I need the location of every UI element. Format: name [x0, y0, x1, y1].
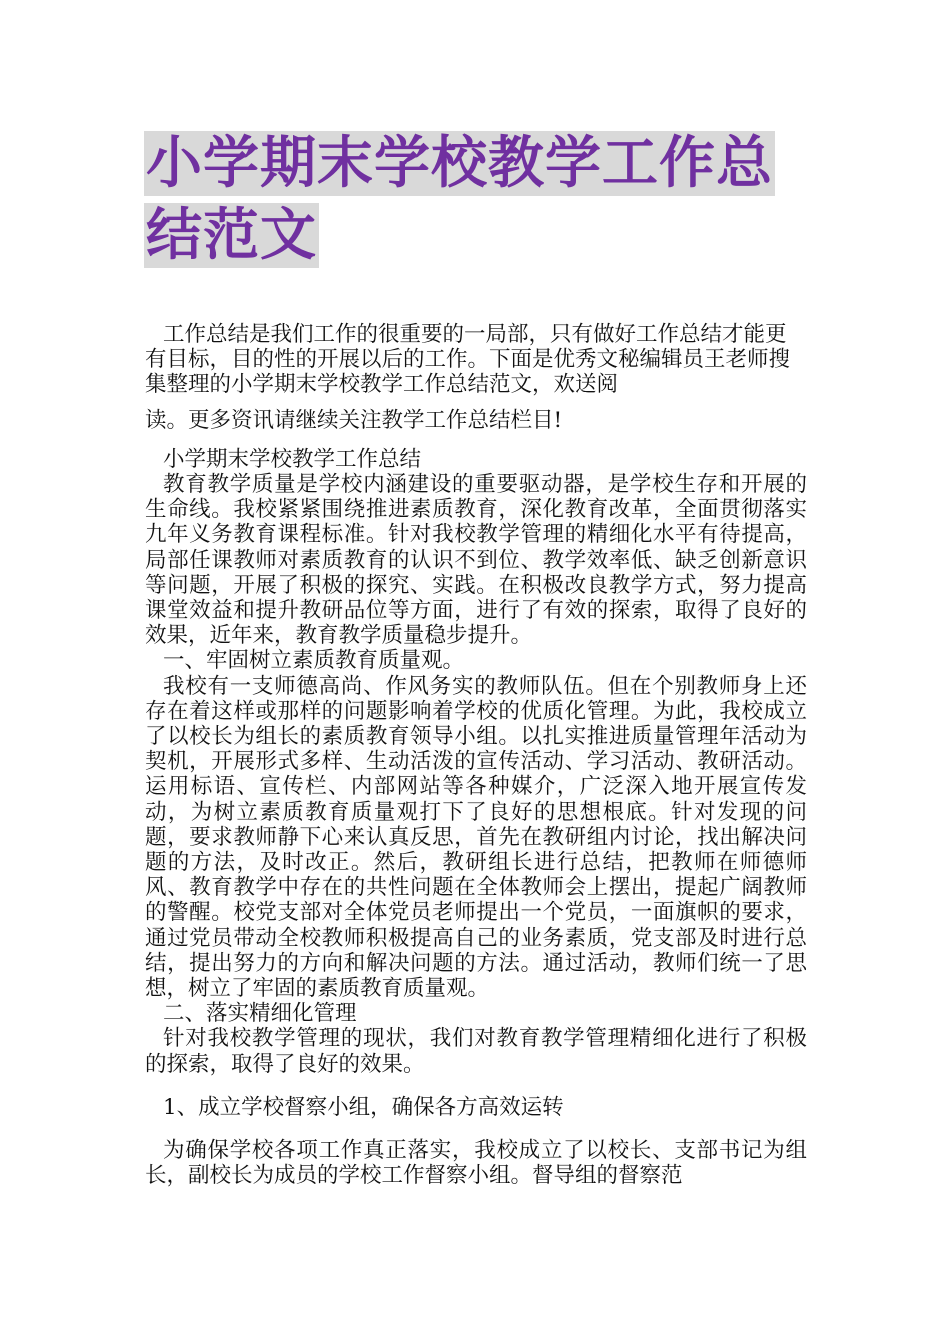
paragraph-quality: 教育教学质量是学校内涵建设的重要驱动器，是学校生存和开展的生命线。我校紧紧围绕推进素质教育，深化教育改革，全面贯彻落实九年义务教育课程标准。针对我校教学管理的精细化水平有待提高，局部任课教师对素质教育的认识不到位、教学效率低、缺乏创新意识等问题，开展了积极的探究、实践。在积极改良教学方式，努力提高课堂效益和提升教研品位等方面，进行了有效的探索，取得了良好的效果，近年来，教育教学质量稳步提升。 — [145, 472, 807, 649]
document-title — [144, 128, 814, 272]
document-body — [145, 322, 807, 1189]
paragraph-item-1: 为确保学校各项工作真正落实，我校成立了以校长、支部书记为组长，副校长为成员的学校工作督察小组。督导组的督察范 — [145, 1138, 807, 1189]
paragraph-section-1: 我校有一支师德高尚、作风务实的教师队伍。但在个别教师身上还存在着这样或那样的问题影响着学校的优质化管理。为此，我校成立了以校长为组长的素质教育领导小组。以扎实推进质量管理年活动为契机，开展形式多样、生动活泼的宣传活动、学习活动、教研活动。运用标语、宣传栏、内部网站等各种媒介，广泛深入地开展宣传发动，为树立素质教育质量观打下了良好的思想根底。针对发现的问题，要求教师静下心来认真反思，首先在教研组内讨论，找出解决问题的方法，及时改正。然后，教研组长进行总结，把教师在师德师风、教育教学中存在的共性问题在全体教师会上摆出，提起广阔教师的警醒。校党支部对全体党员老师提出一个党员，一面旗帜的要求，通过党员带动全校教师积极提高自己的业务素质，党支部及时进行总结，提出努力的方向和解决问题的方法。通过活动，教师们统一了思想，树立了牢固的素质教育质量观。 — [145, 673, 807, 1002]
numbered-item-1: 1、成立学校督察小组，确保各方高效运转 — [163, 1094, 564, 1120]
section-heading-1: 一、牢固树立素质教育质量观。 — [163, 648, 465, 674]
title-highlight: 小学期末学校教学工作总结范文 — [146, 131, 773, 268]
section-heading-2: 二、落实精细化管理 — [163, 1001, 357, 1027]
paragraph-section-2: 针对我校教学管理的现状，我们对教育教学管理精细化进行了积极的探索，取得了良好的效果。 — [145, 1026, 807, 1077]
subtitle: 小学期末学校教学工作总结 — [163, 446, 422, 472]
intro-last-line: 读。更多资讯请继续关注教学工作总结栏目! — [145, 407, 563, 433]
intro-paragraph: 工作总结是我们工作的很重要的一局部，只有做好工作总结才能更有目标，目的性的开展以后的工作。下面是优秀文秘编辑员王老师搜集整理的小学期末学校教学工作总结范文，欢送阅 — [145, 322, 791, 398]
